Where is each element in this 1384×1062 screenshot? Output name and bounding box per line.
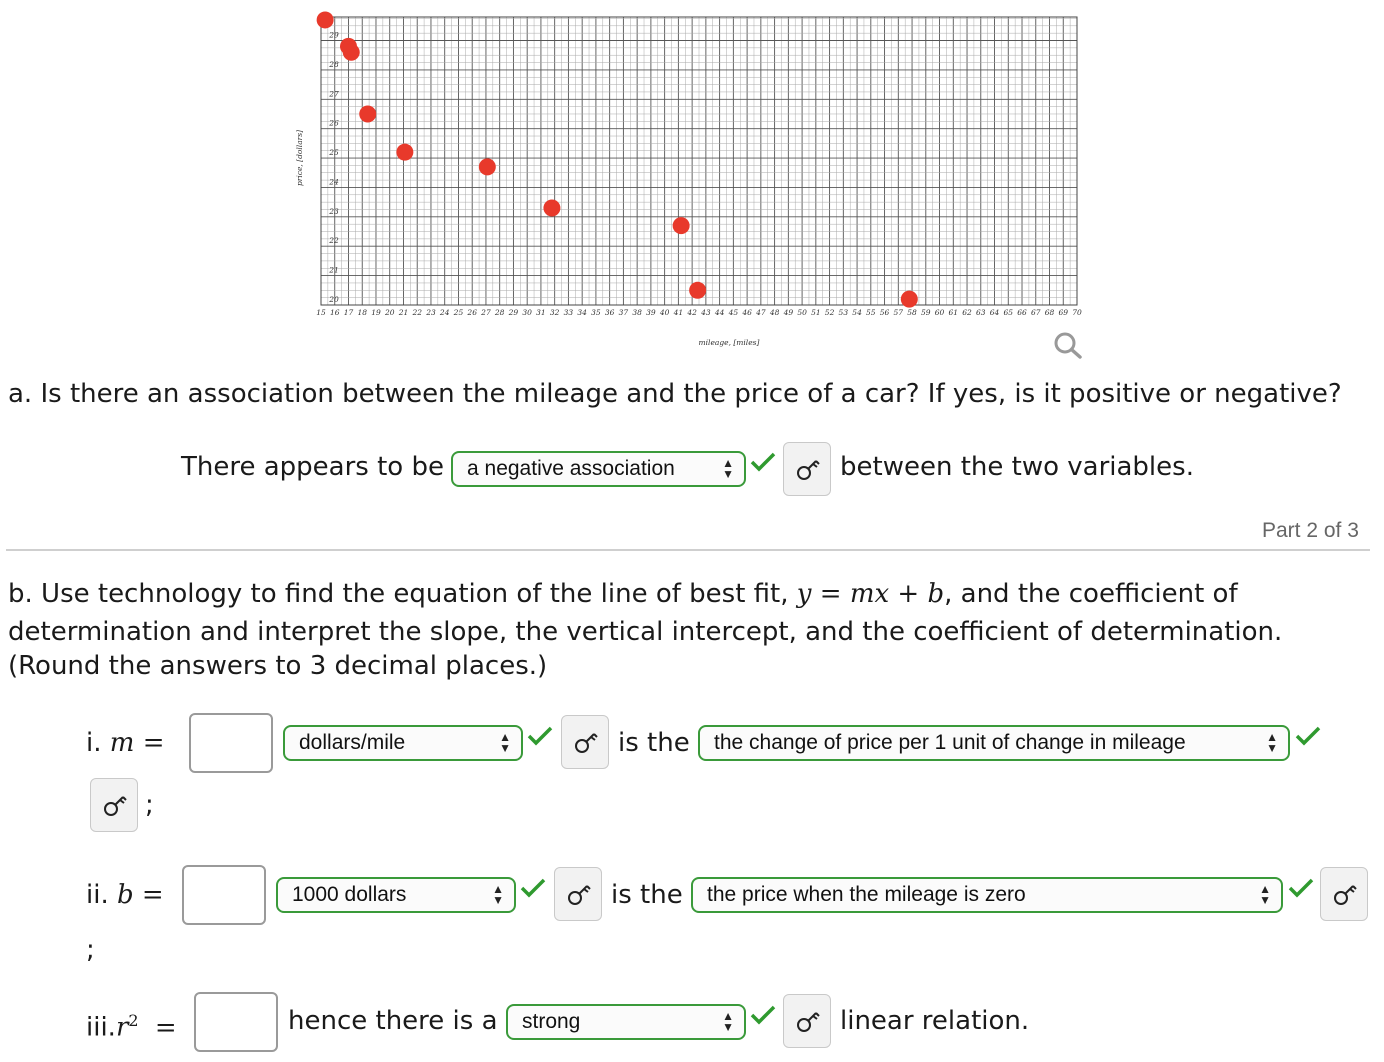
x-tick-label: 25	[453, 308, 464, 317]
key-icon	[573, 730, 599, 756]
item-i-equals: =	[142, 728, 165, 758]
item-iii-hence: hence there is a	[288, 1006, 498, 1036]
select-arrows-icon: ▲ ▼	[499, 730, 511, 755]
part-b-question-line2: determination and interpret the slope, the vertical intercept, and the coefficient of determination.	[8, 617, 1283, 647]
scatter-chart	[280, 10, 1100, 360]
x-tick-label: 29	[508, 308, 519, 317]
x-tick-label: 17	[343, 308, 354, 317]
x-tick-label: 35	[591, 308, 601, 317]
y-tick-label: 28	[329, 59, 339, 69]
select-arrows-icon: ▲ ▼	[1266, 730, 1278, 755]
data-point	[359, 105, 376, 122]
item-ii-label	[86, 880, 164, 910]
y-axis-label: price, [dollars]	[295, 129, 304, 187]
item-ii-separator: ;	[86, 935, 95, 965]
x-tick-label: 18	[357, 308, 368, 317]
x-tick-label: 60	[934, 308, 945, 317]
item-iii-suffix: linear relation.	[840, 1006, 1030, 1036]
answer-key-button[interactable]	[1320, 867, 1368, 921]
x-tick-label: 55	[866, 308, 876, 317]
x-tick-label: 26	[467, 308, 477, 317]
y-tick-label: 21	[329, 265, 339, 275]
part-a-prefix: There appears to be	[181, 452, 444, 482]
magnifier-icon[interactable]	[1050, 330, 1086, 362]
x-tick-label: 50	[797, 308, 807, 317]
x-tick-label: 33	[563, 308, 574, 317]
slope-meaning-value: the change of price per 1 unit of change in mileage	[714, 731, 1186, 754]
x-tick-label: 48	[769, 308, 780, 317]
x-tick-label: 36	[604, 308, 615, 317]
slope-meaning-select[interactable]	[698, 725, 1290, 761]
intercept-meaning-value: the price when the mileage is zero	[707, 883, 1026, 906]
x-tick-label: 65	[1003, 308, 1014, 317]
x-tick-label: 59	[921, 308, 931, 317]
y-tick-label: 20	[329, 295, 339, 304]
x-tick-label: 69	[1058, 308, 1069, 317]
x-tick-label: 57	[893, 308, 904, 317]
item-i-separator: ;	[145, 790, 154, 820]
x-tick-label: 16	[329, 308, 340, 317]
equation-equals: =	[819, 579, 842, 609]
part-indicator: Part 2 of 3	[1262, 519, 1359, 542]
association-select-value: a negative association	[467, 457, 675, 480]
x-tick-label: 67	[1030, 308, 1041, 317]
x-tick-label: 68	[1044, 308, 1055, 317]
x-tick-label: 38	[632, 308, 642, 317]
strength-value: strong	[522, 1010, 581, 1033]
equation-rhs: mx + b	[849, 579, 945, 609]
x-tick-label: 28	[494, 308, 505, 317]
x-tick-label: 19	[371, 308, 381, 317]
select-arrows-icon: ▲ ▼	[722, 1009, 734, 1034]
x-tick-label: 20	[384, 308, 395, 317]
x-tick-label: 45	[728, 308, 739, 317]
x-tick-label: 47	[756, 308, 766, 317]
intercept-units-select[interactable]	[276, 877, 516, 913]
zoom-button[interactable]	[1050, 330, 1090, 364]
part-a-question: a. Is there an association between the mileage and the price of a car? If yes, is it positive or negative?	[8, 379, 1342, 409]
x-tick-label: 53	[838, 308, 849, 317]
association-select[interactable]	[451, 451, 746, 487]
answer-key-button[interactable]	[783, 994, 831, 1048]
x-tick-label: 63	[976, 308, 986, 317]
item-ii-equals: =	[141, 880, 164, 910]
x-tick-label: 61	[948, 308, 959, 317]
chart-svg	[280, 10, 1100, 360]
x-tick-label: 24	[439, 308, 450, 317]
data-point	[396, 144, 413, 161]
y-tick-label: 27	[329, 89, 339, 99]
check-icon	[527, 725, 553, 747]
key-icon	[795, 1009, 821, 1035]
check-icon	[1295, 725, 1321, 747]
data-point	[317, 11, 334, 28]
x-tick-label: 32	[549, 308, 560, 317]
x-tick-label: 40	[659, 308, 670, 317]
x-tick-label: 62	[962, 308, 972, 317]
item-i-var: m	[109, 728, 135, 758]
data-point	[673, 217, 690, 234]
item-iii-label	[86, 1006, 177, 1043]
y-tick-label: 29	[329, 30, 339, 40]
slope-units-select[interactable]	[283, 725, 523, 761]
item-iii-exponent: 2	[128, 1011, 139, 1030]
x-tick-label: 64	[989, 308, 1000, 317]
part-b-question-line3: (Round the answers to 3 decimal places.)	[8, 651, 548, 681]
item-ii-number: ii.	[86, 880, 109, 910]
check-icon	[750, 1004, 776, 1026]
x-tick-label: 44	[714, 308, 725, 317]
key-icon	[795, 457, 821, 483]
data-point	[689, 282, 706, 299]
x-tick-label: 51	[811, 308, 821, 317]
part-a-suffix: between the two variables.	[840, 452, 1194, 482]
item-iii-var: r	[115, 1012, 129, 1043]
r-squared-input[interactable]	[194, 992, 278, 1052]
equation-y: y	[796, 579, 812, 609]
select-arrows-icon: ▲ ▼	[492, 882, 504, 907]
slope-input[interactable]	[189, 713, 273, 773]
answer-key-button[interactable]	[554, 867, 602, 921]
x-tick-label: 41	[673, 308, 684, 317]
select-arrows-icon: ▲ ▼	[722, 456, 734, 481]
y-tick-label: 26	[329, 118, 339, 128]
item-i-number: i.	[86, 728, 102, 758]
intercept-meaning-select[interactable]	[691, 877, 1283, 913]
x-tick-label: 42	[687, 308, 697, 317]
divider	[6, 549, 1370, 551]
x-tick-label: 15	[316, 308, 326, 317]
item-ii-is-the: is the	[611, 880, 683, 910]
x-tick-label: 34	[577, 308, 587, 317]
part-b-question-start: b. Use technology to find the equation of the line of best fit,	[8, 579, 789, 609]
item-i-is-the: is the	[618, 728, 690, 758]
select-arrows-icon: ▲ ▼	[1259, 882, 1271, 907]
slope-units-value: dollars/mile	[299, 731, 406, 754]
x-tick-label: 54	[852, 308, 862, 317]
data-point	[479, 158, 496, 175]
x-tick-label: 52	[824, 308, 835, 317]
y-tick-label: 23	[329, 206, 339, 216]
x-axis-label: mileage, [miles]	[698, 338, 760, 347]
answer-key-button[interactable]	[783, 442, 831, 496]
part-b-question-line1	[8, 579, 1238, 609]
y-tick-label: 22	[329, 236, 339, 246]
x-tick-label: 23	[426, 308, 436, 317]
item-i-label	[86, 728, 164, 758]
data-point	[901, 291, 918, 308]
data-point	[343, 44, 360, 61]
x-tick-label: 56	[879, 308, 890, 317]
x-tick-label: 66	[1017, 308, 1027, 317]
strength-select[interactable]	[506, 1004, 746, 1040]
key-icon	[1332, 882, 1358, 908]
x-tick-label: 70	[1072, 308, 1082, 317]
item-iii-equals: =	[154, 1012, 177, 1043]
y-tick-label: 25	[329, 148, 339, 158]
x-tick-label: 30	[522, 308, 532, 317]
intercept-input[interactable]	[182, 865, 266, 925]
answer-key-button[interactable]	[561, 715, 609, 769]
x-tick-label: 43	[701, 308, 711, 317]
item-ii-var: b	[116, 880, 134, 910]
check-icon	[1288, 877, 1314, 899]
item-iii-number: iii.	[86, 1012, 116, 1043]
x-tick-label: 22	[412, 308, 422, 317]
x-tick-label: 37	[618, 308, 629, 317]
x-tick-label: 39	[646, 308, 656, 317]
check-icon	[750, 451, 776, 473]
x-tick-label: 49	[783, 308, 794, 317]
key-icon	[102, 793, 128, 819]
answer-key-button[interactable]	[90, 778, 138, 832]
data-point	[543, 200, 560, 217]
check-icon	[520, 877, 546, 899]
x-tick-label: 21	[398, 308, 409, 317]
x-tick-label: 27	[481, 308, 491, 317]
intercept-units-value: 1000 dollars	[292, 883, 407, 906]
key-icon	[566, 882, 592, 908]
y-tick-label: 24	[329, 177, 339, 187]
part-b-question-end: , and the coefficient of	[944, 579, 1238, 609]
x-tick-label: 58	[907, 308, 917, 317]
x-tick-label: 46	[742, 308, 752, 317]
x-tick-label: 31	[536, 308, 546, 317]
